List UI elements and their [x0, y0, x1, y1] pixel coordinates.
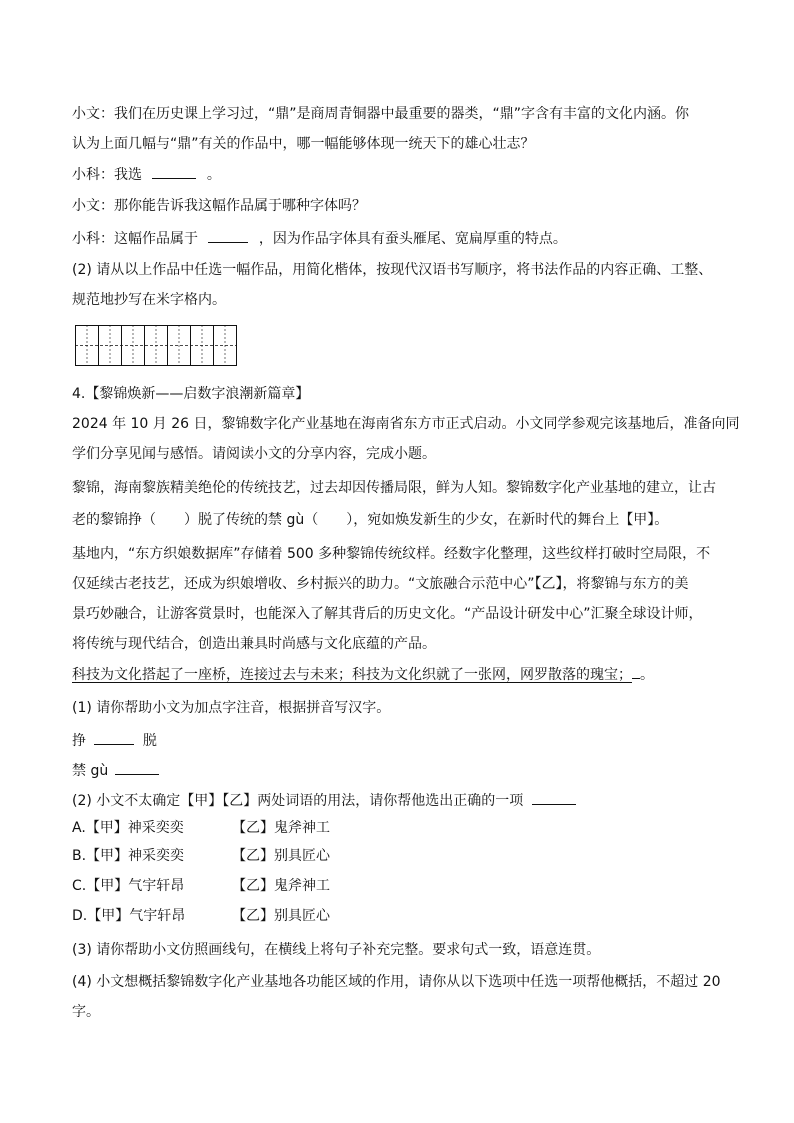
- q3-line4-suffix: ，因为作品字体具有蚕头雁尾、宽扁厚重的特点。: [258, 231, 567, 247]
- q3-dialogue-line-3: 小文：那你能告诉我这幅作品属于哪种字体吗？: [72, 198, 366, 214]
- q4-para2-d: 将传统与现代结合，创造出兼具时尚感与文化底蕴的产品。: [72, 636, 436, 652]
- answer-blank-choice[interactable]: [152, 164, 196, 179]
- q4-intro-b: 学们分享见闻与感悟。请阅读小文的分享内容，完成小题。: [72, 446, 436, 462]
- option-b[interactable]: [72, 846, 472, 866]
- mizi-grid[interactable]: [75, 325, 237, 366]
- answer-blank-hanzi[interactable]: [115, 760, 159, 775]
- q3-dialogue-line-4: [72, 228, 567, 249]
- q4-sub4-b: 字。: [72, 1004, 100, 1020]
- q3-line2-prefix: 小科：我选: [72, 167, 142, 183]
- q4-para1-a: 黎锦，海南黎族精美绝伦的传统技艺，过去却因传播局限，鲜为人知。黎锦数字化产业基地的建立，让古: [72, 480, 716, 496]
- option-c-first: C.【甲】气宇轩昂: [72, 878, 185, 894]
- q3-dialogue-line-1b: 认为上面几幅与“鼎”有关的作品中，哪一幅能够体现一统天下的雄心壮志？: [72, 136, 535, 152]
- option-d-second: 【乙】别具匠心: [232, 908, 330, 924]
- answer-blank-sentence[interactable]: [632, 664, 640, 679]
- q4-sub1-item-b: [72, 760, 161, 781]
- q4-sub2-text: (2) 小文不太确定【甲】【乙】两处词语的用法，请你帮他选出正确的一项: [72, 793, 524, 809]
- option-a[interactable]: [72, 818, 472, 838]
- answer-blank-pinyin[interactable]: [94, 730, 134, 745]
- q3-sub2-line-b: 规范地抄写在米字格内。: [72, 292, 226, 308]
- q4-para1-b: 老的黎锦挣（ ）脱了传统的禁 gù（ ），宛如焕发新生的少女，在新时代的舞台上【甲】。: [72, 512, 669, 528]
- option-b-first: B.【甲】神采奕奕: [72, 848, 185, 864]
- q3-dialogue-line-2: [72, 164, 221, 185]
- char-zheng: 挣: [72, 733, 86, 749]
- option-c[interactable]: [72, 876, 472, 896]
- q4-sub1: (1) 请你帮助小文为加点字注音，根据拼音写汉字。: [72, 700, 391, 716]
- q4-para2-c: 景巧妙融合，让游客赏景时，也能深入了解其背后的历史文化。“产品设计研发中心”汇聚全球设计师，: [72, 606, 703, 622]
- char-tuo: 脱: [142, 733, 157, 749]
- q3-line2-suffix: 。: [206, 167, 221, 183]
- pinyin-jingu: 禁 gù: [72, 763, 109, 779]
- q3-line4-prefix: 小科：这幅作品属于: [72, 231, 198, 247]
- underlined-text: 科技为文化搭起了一座桥，连接过去与未来；科技为文化织就了一张网，网罗散落的瑰宝；: [72, 667, 632, 683]
- q4-sub3: (3) 请你帮助小文仿照画线句，在横线上将句子补充完整。要求句式一致，语意连贯。: [72, 942, 601, 958]
- q4-underlined-sentence: [72, 664, 654, 685]
- option-b-second: 【乙】别具匠心: [232, 848, 330, 864]
- q4-heading: 4.【黎锦焕新——启数字浪潮新篇章】: [72, 386, 310, 402]
- option-c-second: 【乙】鬼斧神工: [232, 878, 330, 894]
- option-d[interactable]: [72, 906, 472, 926]
- q4-para2-a: 基地内，“东方织娘数据库”存储着 500 多种黎锦传统纹样。经数字化整理，这些纹样打破时空局限，不: [72, 546, 711, 562]
- q3-dialogue-line-1a: 小文：我们在历史课上学习过，“鼎”是商周青铜器中最重要的器类，“鼎”字含有丰富的文化内涵。你: [72, 106, 690, 122]
- underlined-tail: 。: [640, 667, 654, 683]
- answer-blank-option[interactable]: [532, 790, 576, 805]
- answer-blank-font[interactable]: [208, 228, 248, 243]
- q4-para2-b: 仅延续古老技艺，还成为织娘增收、乡村振兴的助力。“文旅融合示范中心”【乙】，将黎锦与东方的美: [72, 576, 689, 592]
- q4-sub1-item-a: [72, 730, 157, 751]
- q4-sub4-a: (4) 小文想概括黎锦数字化产业基地各功能区域的作用，请你从以下选项中任选一项帮他概括，不超过 20: [72, 974, 721, 990]
- q4-sub2: [72, 790, 576, 811]
- option-d-first: D.【甲】气宇轩昂: [72, 908, 186, 924]
- q4-intro-a: 2024 年 10 月 26 日，黎锦数字化产业基地在海南省东方市正式启动。小文同学参观完该基地后，准备向同: [72, 416, 740, 432]
- q3-sub2-line-a: (2) 请从以上作品中任选一幅作品，用简化楷体，按现代汉语书写顺序，将书法作品的内容正确、工整、: [72, 262, 713, 278]
- option-a-first: A.【甲】神采奕奕: [72, 820, 184, 836]
- option-a-second: 【乙】鬼斧神工: [232, 820, 330, 836]
